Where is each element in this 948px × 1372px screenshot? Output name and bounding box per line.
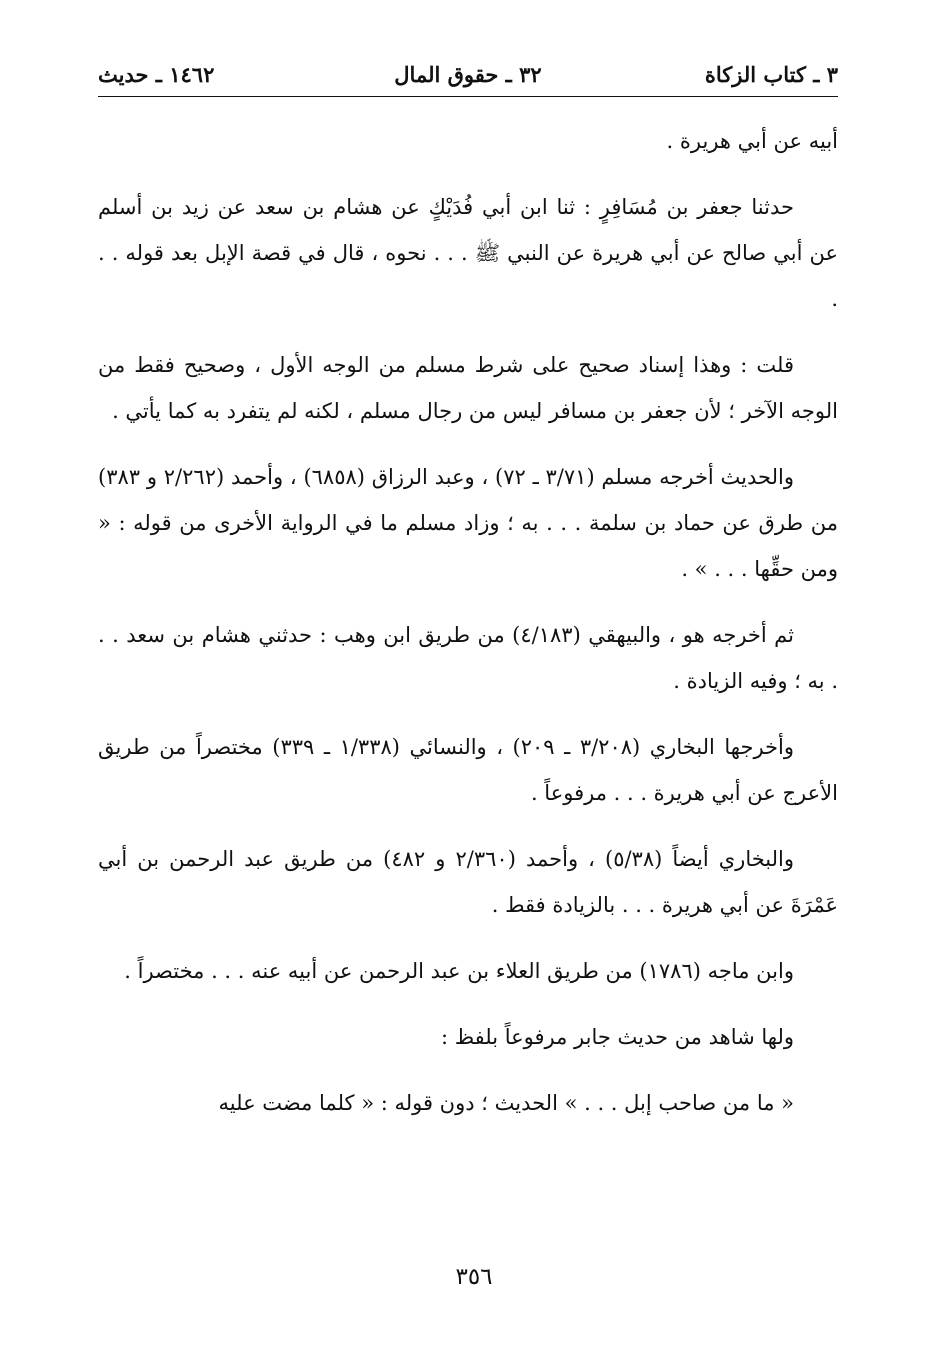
paragraph-4: والحديث أخرجه مسلم (٣/٧١ ـ ٧٢) ، وعبد الرزاق (٦٨٥٨) ، وأحمد (٢/٢٦٢ و ٣٨٣) من طرق عن حماد بن سلمة . . . به ؛ وزاد مسلم ما في الرواية الأخرى من قوله : « ومن حقِّها . . . » . <box>98 465 838 581</box>
paragraph-9: ولها شاهد من حديث جابر مرفوعاً بلفظ : <box>440 1025 794 1049</box>
paragraph-2: حدثنا جعفر بن مُسَافِرٍ : ثنا ابن أبي فُدَيْكٍ عن هشام بن سعد عن زيد بن أسلم عن أبي صالح عن أبي هريرة عن النبي ﷺ . . . نحوه ، قال في قصة الإبل بعد قوله . . . <box>98 195 838 311</box>
paragraph-3: قلت : وهذا إسناد صحيح على شرط مسلم من الوجه الأول ، وصحيح فقط من الوجه الآخر ؛ لأن جعفر بن مسافر ليس من رجال مسلم ، لكنه لم يتفرد به كما يأتي . <box>98 353 838 423</box>
paragraph-10: « ما من صاحب إبل . . . » الحديث ؛ دون قوله : « كلما مضت عليه <box>218 1091 794 1115</box>
running-header <box>98 60 838 97</box>
paragraph-8: وابن ماجه (١٧٨٦) من طريق العلاء بن عبد الرحمن عن أبيه عنه . . . مختصراً . <box>124 959 794 983</box>
page-body <box>98 118 838 1198</box>
header-book-title: ٣ ـ كتاب الزكاة <box>704 62 838 87</box>
header-hadith-number: ١٤٦٢ ـ حديث <box>98 62 215 87</box>
paragraph-5: ثم أخرجه هو ، والبيهقي (٤/١٨٣) من طريق ابن وهب : حدثني هشام بن سعد . . . به ؛ وفيه الزيادة . <box>98 623 838 693</box>
paragraph-1: أبيه عن أبي هريرة . <box>666 129 838 153</box>
paragraph-7: والبخاري أيضاً (٥/٣٨) ، وأحمد (٢/٣٦٠ و ٤٨٢) من طريق عبد الرحمن بن أبي عَمْرَةَ عن أبي هريرة . . . بالزيادة فقط . <box>98 847 838 917</box>
page-number: ٣٥٦ <box>455 1264 493 1290</box>
paragraph-6: وأخرجها البخاري (٣/٢٠٨ ـ ٢٠٩) ، والنسائي (١/٣٣٨ ـ ٣٣٩) مختصراً من طريق الأعرج عن أبي هريرة . . . مرفوعاً . <box>98 735 838 805</box>
header-chapter-title: ٣٢ ـ حقوق المال <box>394 62 542 87</box>
